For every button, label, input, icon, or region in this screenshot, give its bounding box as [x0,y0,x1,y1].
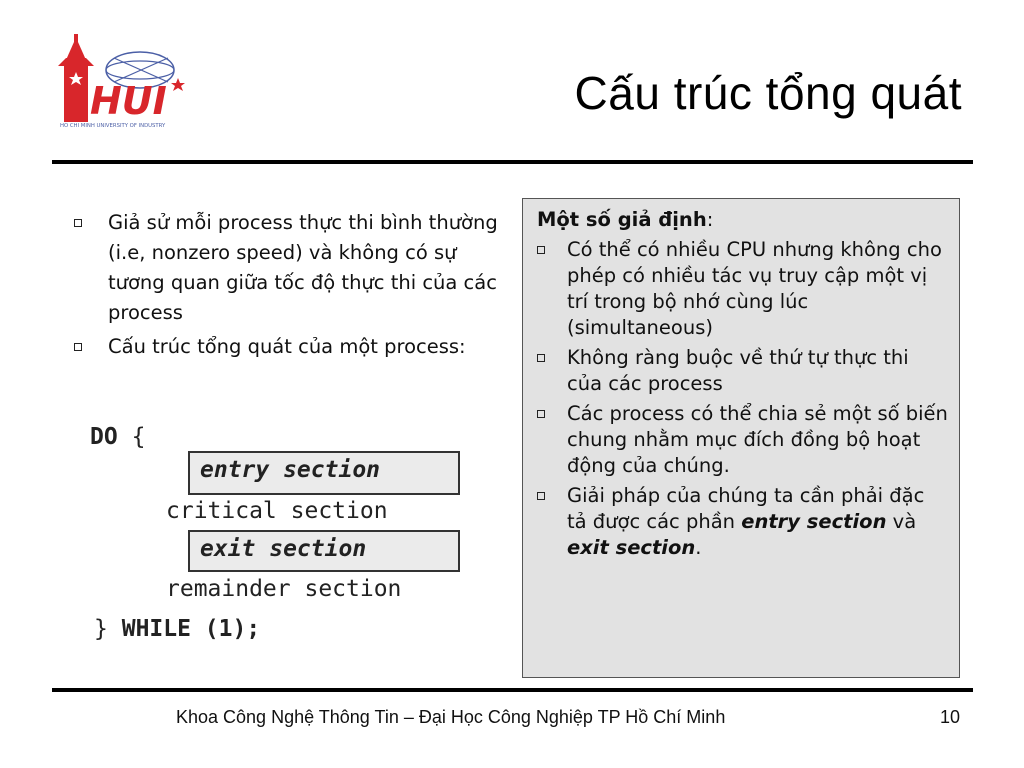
university-logo [52,30,202,130]
entry-section-box: entry section [188,451,460,495]
critical-section-text: critical section [166,498,388,524]
square-bullet-icon [74,219,82,227]
svg-text:HUI: HUI [90,79,167,123]
slide-title: Cấu trúc tổng quát [574,67,962,119]
svg-text:HO CHI MINH UNIVERSITY OF INDU: HO CHI MINH UNIVERSITY OF INDUSTRY [60,123,166,129]
assumptions-list [537,237,949,561]
list-item: Cấu trúc tổng quát của một process: [74,332,514,362]
while-statement: WHILE (1); [121,616,261,642]
list-item: Các process có thể chia sẻ một số biến chung nhằm mục đích đồng bộ hoạt động của chúng. [537,401,949,479]
list-item: Giải pháp của chúng ta cần phải đặc tả được các phần entry section và exit section. [537,483,949,561]
do-keyword: DO [90,424,118,450]
remainder-section-text: remainder section [166,576,402,602]
entry-section-term: entry section [741,510,887,533]
close-brace: } [94,616,108,642]
footer-text: Khoa Công Nghệ Thông Tin – Đại Học Công Nghiệp TP Hồ Chí Minh [176,707,726,727]
open-brace: { [131,424,146,450]
page-number: 10 [940,707,961,727]
exit-section-term: exit section [567,536,696,559]
assumptions-title: Một số giả định: [537,208,714,231]
list-item: Giả sử mỗi process thực thi bình thường (i.e, nonzero speed) và không có sự tương quan giữa tốc độ thực thi của các process [74,208,514,328]
top-divider [52,160,973,164]
list-item: Không ràng buộc về thứ tự thực thi của các process [537,345,949,397]
list-item: Có thể có nhiều CPU nhưng không cho phép có nhiều tác vụ truy cập một vị trí trong bộ nhớ cùng lúc (simultaneous) [537,237,949,341]
left-bullet-list [74,208,514,366]
assumptions-panel [522,198,960,678]
square-bullet-icon [537,246,545,254]
exit-section-box: exit section [188,530,460,572]
hui-logo-icon [52,30,202,130]
square-bullet-icon [537,410,545,418]
bottom-divider [52,688,973,692]
square-bullet-icon [74,343,82,351]
square-bullet-icon [537,492,545,500]
square-bullet-icon [537,354,545,362]
